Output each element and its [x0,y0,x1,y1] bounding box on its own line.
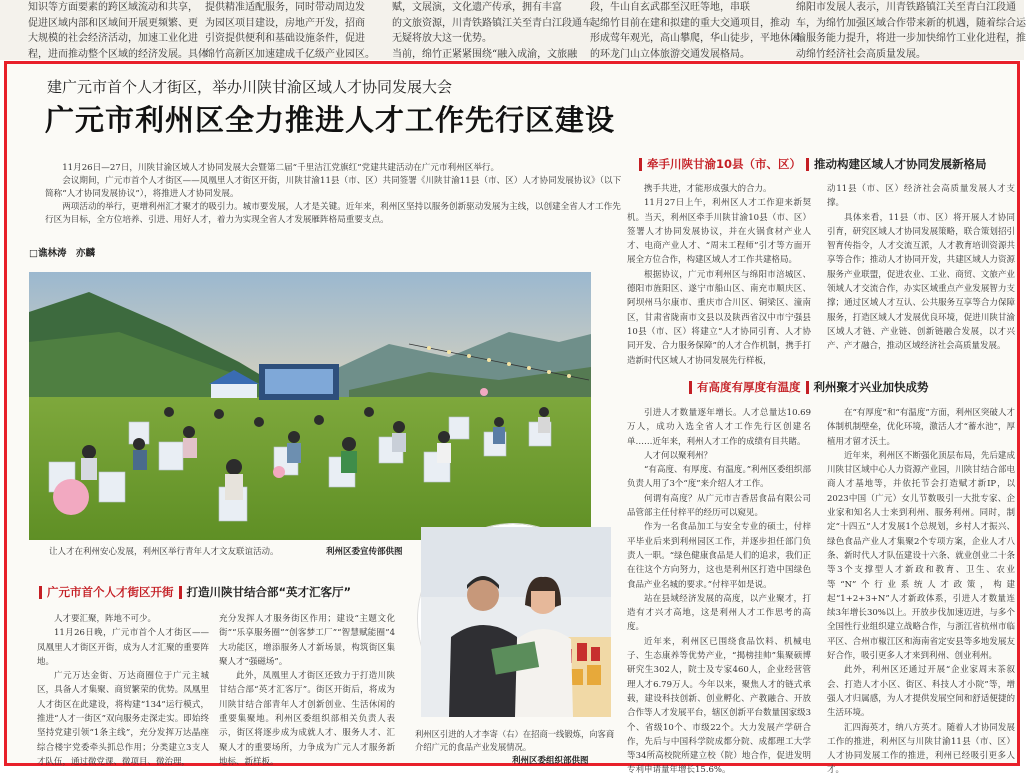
article-frame [4,61,1020,776]
top-col-4 [590,0,800,60]
body-paragraph: 作为一名食品加工与安全专业的硕士，付梓平毕业后来到利州园区工作，并逐步担任部门负责人一职。“绿色健康食品是人们的追求，我们正在往这个方向努力，这也是利州区打造中国绿色食品产业名城的要求。”付梓平如是说。 [627,522,811,590]
body-column-b-upper [827,182,1015,368]
body-column-left [37,612,209,767]
body-paragraph: 具体来看，11县（市、区）将开展人才协同引育，研究区域人才协同发展策略，联合策划招引智育传指令，人才交流互派，人才教育培训资源共享等合作；推动人才协同开发，共建区域人力资源服务产业联盟，促进农业、工业、商贸、文旅产业领域人才交流合作，办实区域重点产业发展智力支撑；通过区域人才互认、公共服务互享等合力保障服务，打造区域人才发展优良环境，促进川陕甘渝区域人才链、产业链、创新链融合发展，以才兴产、产才融合，推动区域经济社会高质量发展。 [827,212,1015,352]
heading-separator [806,158,809,171]
section-heading-black: 利州聚才兴业加快成势 [813,380,929,394]
heading-separator [806,381,809,394]
top-strip-line: 段，牛山自玄武郡至汉旺等地，串联 [590,2,750,13]
top-col-5 [796,0,1026,60]
section-heading-1 [639,156,987,172]
section-heading-red: 广元市首个人才街区开街 [47,585,174,599]
top-strip-line: 车，为绵竹加强区域合作带来新的机遇，随着综合运 [796,17,1026,29]
top-strip-line: 的环龙门山立体旅游交通发展格局。 [590,48,750,60]
body-paragraph: 11月26日晚，广元市首个人才街区——凤凰里人才街区开街，成为人才汇聚的重要阵地。 [37,628,209,667]
body-paragraph: 人才要汇聚，阵地不可少。 [54,614,157,624]
heading-bar [39,586,42,599]
section-heading-2 [689,379,929,395]
top-strip-line: 促进区域内部和区域间开展更频繁、更 [28,17,198,29]
top-col-1 [28,0,208,60]
section-heading-3 [39,584,351,600]
body-paragraph: 充分发挥人才服务街区作用；建设“主题文化街”“乐享服务圈”“创客梦工厂”“智慧赋能圈”4大功能区，增添服务人才新场景，构筑街区集聚人才“强磁场”。 [219,614,395,667]
article-lead [45,162,625,227]
top-strip-line: 绵阳市发展人表示，川青铁路镇江关至青白江段通 [796,2,1016,13]
body-paragraph: 在“有厚度”和“有温度”方面，利州区突破人才体制机制壁垒，优化环境，激活人才“蓄水池”，厚植用才留才沃土。 [827,408,1015,447]
heading-bar [689,381,692,394]
body-paragraph: 此外，利州区还通过开展“企业家周末茶叙会、打造人才小区、街区、科技人才小院”等，增强人才归属感，为人才提供发展空间和舒适便捷的生活环境。 [827,665,1015,719]
top-col-2 [205,0,375,60]
top-strip-line: 当前，绵竹正紧紧围绕“融入成渝，文旅融 [392,48,578,60]
photo1-credit: 利州区委宣传部供图 [326,547,403,557]
article-kicker: 建广元市首个人才街区，举办川陕甘渝区域人才协同发展大会 [47,78,453,96]
section-heading-black: 推动构建区域人才协同发展新格局 [814,157,987,171]
body-paragraph: 动11县（市、区）经济社会高质量发展人才支撑。 [827,184,1015,209]
top-strip-line: 绵竹高新区加速建成千亿级产业园区。 [205,48,375,60]
top-col-3 [392,0,592,60]
top-strip-line: 提供精准适配服务，同时带动周边发 [205,2,365,13]
section-heading-red: 有高度有厚度有温度 [697,380,801,394]
top-strip-line: 引资提供便利和基础设施条件，促进 [205,33,365,44]
lead-paragraph: 11月26日—27日，川陕甘渝区域人才协同发展大会暨第二届“千里洁江党旗红”党建共建活动在广元市利州区举行。 [62,163,500,173]
body-column-mid [219,612,395,767]
article-byline: □谯林涛 亦麟 [29,248,95,259]
heading-separator [179,586,182,599]
body-paragraph: 人才何以聚利州？ [644,450,713,461]
body-column-a-lower [627,406,811,776]
article-headline: 广元市利州区全力推进人才工作先行区建设 [45,103,616,137]
body-paragraph: 此外，凤凰里人才街区还致力于打造川陕甘结合部“英才汇客厅”。街区开街后，将成为川陕甘结合部青年人才创新创业、生活休闲的重要集聚地。利州区委组织部相关负责人表示，街区将逐步成为成就人才、服务人才、汇聚人才的重要场所，力争成为广元人才服务新地标、新样板。 [219,671,395,767]
outdoor-event-illustration [29,272,591,540]
talent-photo-illustration [421,527,611,717]
top-strip-line: 输服务能力提升，将进一步加快绵竹工业化进程，推 [796,33,1026,44]
top-strip-line: 动绵竹经济社会高质量发展。 [796,48,926,60]
top-strip-neighbour-article [0,0,1024,60]
heading-bar [639,158,642,171]
event-photo [29,272,591,540]
talent-photo-circle [418,524,608,714]
body-paragraph: 11月27日上午，利州区人才工作迎来新契机。当天，利州区牵手川陕甘渝10县（市、区）签署人才协同发展协议，并在火锅食材产业人才、电商产业人才、“周末工程师”引才等方面开展全方位合作，构建区域人才工作共建格局。 [627,198,811,266]
lead-paragraph: 会议期间，广元市首个人才街区——凤凰里人才街区开街，川陕甘渝11县（市、区）共同签署《川陕甘渝11县（市、区）人才协同发展协议》（以下简称“人才协同发展协议”），将推进人才协同发展。 [45,176,622,199]
body-paragraph: 携手共进，才能形成强大的合力。 [644,184,772,194]
top-strip-line: 形成莺年观光，高山攀爬，华山徒步，平地休闲 [590,33,800,44]
body-paragraph: 汇四海英才，纳八方英才。随着人才协同发展工作的推进，利州区与川陕甘渝11县（市、区）人才协同发展工作的推进，利州已经吸引更多人才。 [827,722,1015,776]
body-paragraph: 根据协议，广元市利州区与绵阳市涪城区、德阳市旌阳区、遂宁市船山区、南充市顺庆区、阿坝州马尔康市、重庆市合川区、铜梁区、潼南区，甘肃省陇南市文县以及陕西省汉中市宁强县10县（市、区）将建立“人才协同引育、人才协同开发、合力服务保障”的人才合作机制，携手打造新时代区域人才协同发展先行样板， [627,269,811,366]
top-strip-line: 的文旅资源，川青铁路镇江关至青白江段通车 [392,17,592,29]
top-strip-line: 大规模的社会经济活动，加速工业化进 [28,33,198,44]
top-strip-line: 无疑将放大这一优势。 [392,33,492,44]
body-column-a-upper [627,182,811,364]
body-paragraph: 站在县域经济发展的高度，以产业聚才，打造有才兴才高地，这是利州人才工作思考的高度。 [627,593,811,633]
body-paragraph: 近年来，利州区已围绕食品饮料、机械电子、生态康养等优势产业，“揭榜挂帅”集聚硕博研究生302人，院士及专家460人，企业经营管理人才6.79万人。今年以来，聚焦人才的链式承载，建设科技创新、创业孵化、产教融合、开放合作等人才发展平台，辖区创新平台数量国家级3个、省级10个、市级22个。大力发展产学研合作，先后与中国科学院成都分院、成都理工大学等34所高校院所建立校（院）地合作，促进发明专利申请量年增长15.6%。 [627,636,811,776]
photo2-credit: 利州区委组织部供图 [512,756,589,766]
top-strip-line: 知识等方面要素的跨区域流动和共享， [28,2,198,13]
body-paragraph: 近年来，利州区不断强化顶层布局，先后建成川陕甘区域中心人力资源产业园，川陕甘结合部电商人才基地等，并依托节会打造赋才新IP，以2023中国（广元）女儿节数吸引一大批专家、企业家和知名人士来到利州、服务利州。同时，制定“十四五”人才发展1个总规划，乡村人才振兴、绿色食品产业人才集聚2个专项方案，企业人才八条、新时代人才队伍建设十六条、就业创业二十条等3个支撑型人才新政和教育、卫生、农业等“N”个行业系统人才政策，构建起“1+2+3+N”人才新政体系，引进人才数量连续3年增长30%以上。开放步伐加速迈进，与多个全国性行业组织建立战略合作，与浙江省杭州市临平区、合州市椒江区和海南省定安县等多地发展友好合作，吸引更多人才来到利州、创业利州。 [827,450,1015,662]
top-strip-line: 为园区项目建设，房地产开发，招商 [205,17,365,29]
top-strip-line: 起绵竹目前在建和拟建的重大交通项目，推动 [590,17,790,29]
body-paragraph: 广元万达金街、万达商圈位于广元主城区，具备人才集聚、商贸繁荣的优势。凤凰里人才街区在此建设，将构建“134”运行模式，推进“人才一街区”双向服务走深走实。即始终坚持党建引领“1条主线”，充分发挥万达晶座综合楼宇党委牵头抓总作用；分类建立3支人才队伍，通过微党课、微项目、微治理， [37,671,209,767]
section-heading-red: 牵手川陕甘渝10县（市、区） [647,157,802,171]
section-heading-black: 打造川陕甘结合部“英才汇客厅” [186,585,352,599]
body-column-b-lower [827,406,1015,776]
photo1-caption: 让人才在利州安心发展，利州区举行青年人才文友联谊活动。 [49,547,279,557]
lead-paragraph: 两项活动的举行，更增利州汇才聚才的吸引力。城市要发展，人才是关键。近年来，利州区坚持以服务创新驱动发展为主线，以创建全省人才工作先行区为目标，全方位培养、引进、用好人才，着力为实现全省人才发展雁阵格局重要支点。 [45,202,621,225]
body-paragraph: “有高度、有厚度、有温度。”利州区委组织部负责人用了3个“度”来介绍人才工作。 [627,465,811,490]
photo2-caption: 利州区引进的人才李寄（右）在招商一线锻炼，向客商介绍广元的食品产业发展情况。 [415,729,615,752]
body-paragraph: 何谓有高度？从广元市吉香居食品有限公司品管部主任付梓平的经历可以窥见。 [627,493,811,519]
top-strip-line: 赋，文展演，文化遗产传承，拥有丰富 [392,2,562,13]
top-strip-line: 程，进而推动整个区域的经济发展。具体 [28,48,208,60]
body-paragraph: 引进人才数量逐年增长。人才总量达10.69万人，成功入选全省人才工作先行区创建名单……近年来，利州人才工作的成绩有目共睹。 [627,408,811,447]
